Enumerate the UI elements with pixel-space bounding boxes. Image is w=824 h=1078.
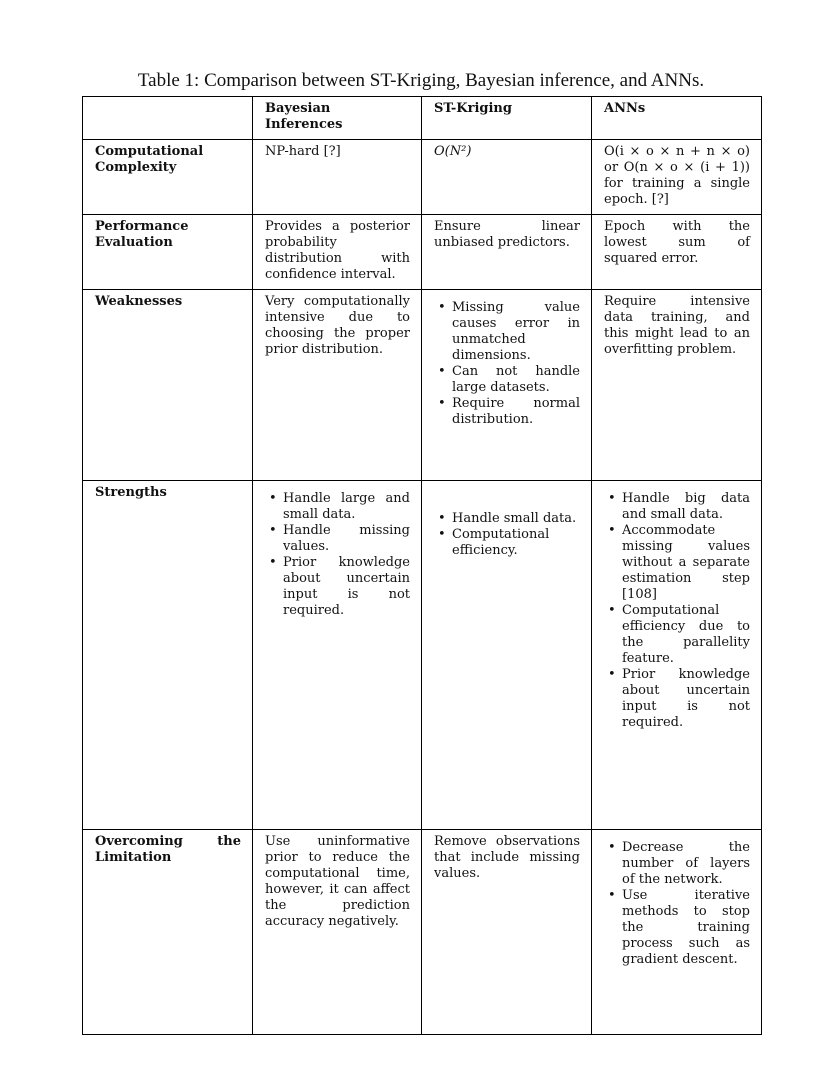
list-item: • Missing value causes error in unmatched dimensions. (452, 300, 580, 364)
table-caption: Table 1: Comparison between ST-Kriging, Bayesian inference, and ANNs. (137, 70, 705, 91)
cell-st-kriging: Ensure linear unbiased predictors. (422, 215, 592, 290)
header-bayesian: Bayesian Inferences (253, 97, 422, 140)
cell-anns: Require intensive data training, and this might lead to an overfitting problem. (592, 290, 762, 481)
cell-anns: Epoch with the lowest sum of squared error. (592, 215, 762, 290)
list-item: • Prior knowledge about uncertain input is not required. (283, 555, 410, 619)
list-item: • Computational efficiency. (452, 527, 580, 559)
bullet-list (265, 491, 410, 619)
row-label: Overcoming the Limitation (83, 830, 253, 1035)
cell-st-kriging: Remove observations that include missing values. (422, 830, 592, 1035)
cell-bayesian: NP-hard [?] (253, 140, 422, 215)
cell-bayesian: Use uninformative prior to reduce the computational time, however, it can affect the prediction accuracy negatively. (253, 830, 422, 1035)
clipped-content (434, 485, 580, 559)
table-row (83, 290, 762, 481)
table-row (83, 481, 762, 830)
cell-bayesian (253, 481, 422, 830)
list-item: • Handle missing values. (283, 523, 410, 555)
row-label: Computational Complexity (83, 140, 253, 215)
list-item: • Decrease the number of layers of the network. (622, 840, 750, 888)
bullet-list (434, 511, 580, 559)
cell-st-kriging: O(N²) (422, 140, 592, 215)
table-row (83, 140, 762, 215)
list-item: • Prior knowledge about uncertain input is not required. (622, 667, 750, 731)
cell-bayesian: Very computationally intensive due to choosing the proper prior distribution. (253, 290, 422, 481)
list-item: • Computational efficiency due to the parallelity feature. (622, 603, 750, 667)
table-row (83, 215, 762, 290)
cell-st-kriging (422, 290, 592, 481)
bullet-list (434, 300, 580, 428)
list-item: • Can not handle large datasets. (452, 364, 580, 396)
comparison-table (82, 96, 762, 1035)
cell-anns (592, 830, 762, 1035)
cell-st-kriging (422, 481, 592, 830)
list-item: • Require normal distribution. (452, 396, 580, 428)
cell-bayesian: Provides a posterior probability distribution with confidence interval. (253, 215, 422, 290)
row-label: Strengths (83, 481, 253, 830)
cell-anns (592, 481, 762, 830)
row-label: Performance Evaluation (83, 215, 253, 290)
bullet-list (604, 491, 750, 731)
row-label: Weaknesses (83, 290, 253, 481)
bullet-list (604, 840, 750, 968)
list-item: • Accommodate missing values without a separate estimation step [108] (622, 523, 750, 603)
header-anns: ANNs (592, 97, 762, 140)
cell-anns: O(i × o × n + n × o) or O(n × o × (i + 1)) for training a single epoch. [?] (592, 140, 762, 215)
list-item: • Handle large and small data. (283, 491, 410, 523)
table-row (83, 830, 762, 1035)
list-item: • Handle big data and small data. (622, 491, 750, 523)
header-row (83, 97, 762, 140)
list-item: • Handle small data. (452, 511, 580, 527)
header-empty-cell (83, 97, 253, 140)
header-st-kriging: ST-Kriging (422, 97, 592, 140)
list-item: • Use iterative methods to stop the training process such as gradient descent. (622, 888, 750, 968)
